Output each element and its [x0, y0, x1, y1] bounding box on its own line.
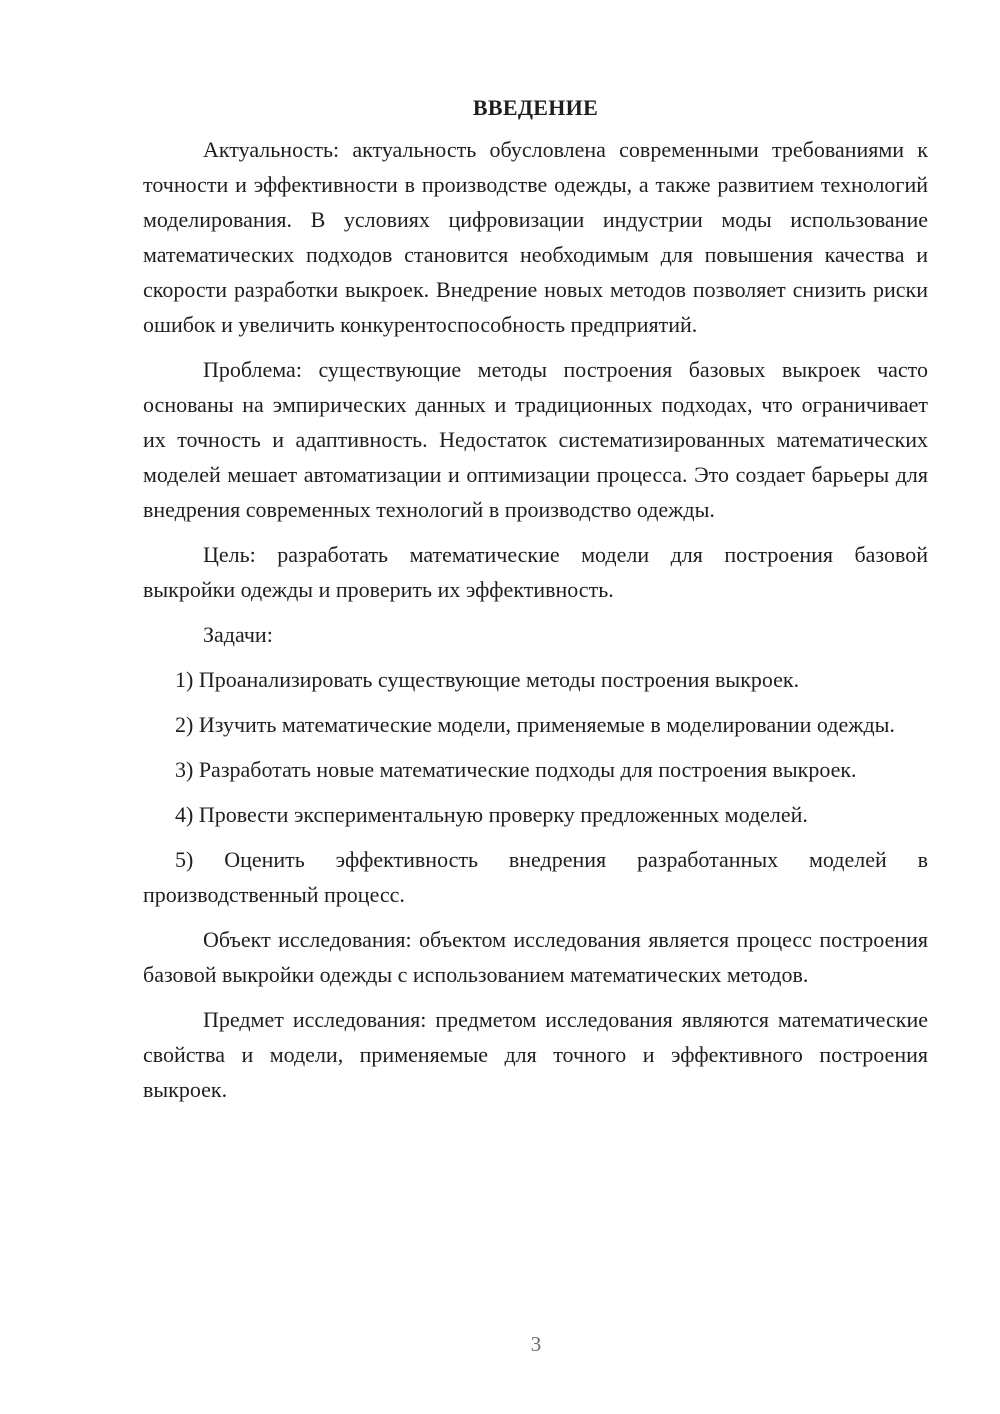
task-item-3: 3) Разработать новые математические подходы для построения выкроек. [175, 757, 857, 782]
page-number: 3 [530, 1332, 542, 1356]
page-content [143, 90, 928, 1117]
tasks-heading: Задачи: [203, 622, 273, 647]
page-title: ВВЕДЕНИЕ [472, 95, 599, 120]
relevance-paragraph: Актуальность: актуальность обусловлена современными требованиями к точности и эффективности в производстве одежды, а также развитием технологий моделирования. В условиях цифровизации индустрии моды использование математических подходов становится необходимым для повышения качества и скорости разработки выкроек. Внедрение новых методов позволяет снизить риски ошибок и увеличить конкурентоспособность предприятий. [143, 137, 928, 337]
problem-paragraph: Проблема: существующие методы построения базовых выкроек часто основаны на эмпирических данных и традиционных подходах, что ограничивает их точность и адаптивность. Недостаток систематизированных математических моделей мешает автоматизации и оптимизации процесса. Это создает барьеры для внедрения современных технологий в производство одежды. [143, 357, 928, 522]
task-item-4: 4) Провести экспериментальную проверку предложенных моделей. [175, 802, 808, 827]
goal-paragraph: Цель: разработать математические модели для построения базовой выкройки одежды и проверить их эффективность. [143, 542, 928, 602]
task-item-5: 5) Оценить эффективность внедрения разработанных моделей в производственный процесс. [143, 847, 928, 907]
subject-paragraph: Предмет исследования: предметом исследования являются математические свойства и модели, применяемые для точного и эффективного построения выкроек. [143, 1007, 928, 1102]
object-paragraph: Объект исследования: объектом исследования является процесс построения базовой выкройки одежды с использованием математических методов. [143, 927, 928, 987]
task-item-1: 1) Проанализировать существующие методы построения выкроек. [175, 667, 800, 692]
task-item-2: 2) Изучить математические модели, применяемые в моделировании одежды. [175, 712, 895, 737]
